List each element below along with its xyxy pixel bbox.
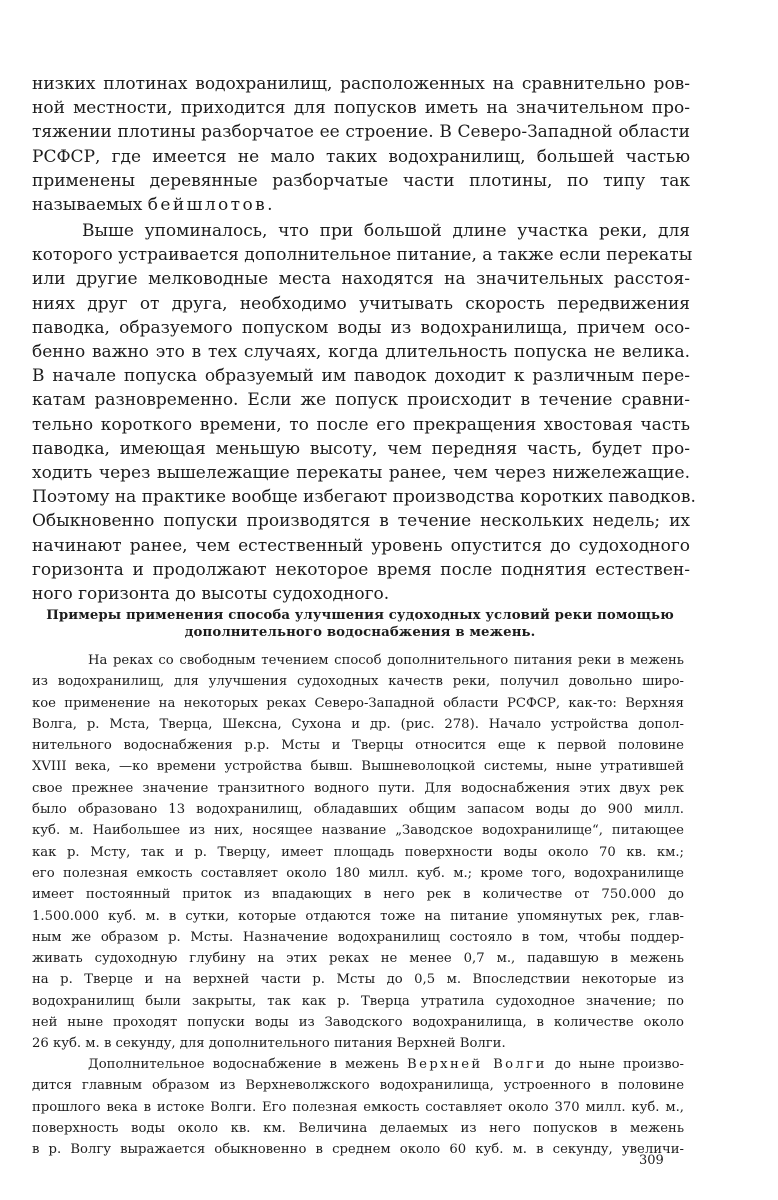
text-line: на р. Тверце и на верхней части р. Мсты до 0,5 м. Впоследствии некоторые из xyxy=(32,972,684,988)
text-line: нительного водоснабжения р.р. Мсты и Тверцы относится еще к первой половине xyxy=(32,738,684,754)
text-line: которого устраивается дополнительное питание, а также если перекаты xyxy=(32,245,693,266)
text-line: начинают ранее, чем естественный уровень опустится до судоходного xyxy=(32,535,690,556)
paragraph-2 xyxy=(32,219,696,606)
text-line: Дополнительное водоснабжение в межень Верхней Волги до ныне произво- xyxy=(88,1057,684,1072)
text-line: Выше упоминалось, что при большой длине участка реки, для xyxy=(82,221,690,241)
text-line: тельно короткого времени, то после его прекращения хвостовая часть xyxy=(32,414,690,435)
small-paragraph-2 xyxy=(32,1054,684,1160)
text-line: тяжении плотины разборчатое ее строение. В Северо-Западной области xyxy=(32,122,690,143)
text-line: Поэтому на практике вообще избегают производства коротких паводков. xyxy=(32,487,696,508)
heading-line: Примеры применения способа улучшения судоходных условий реки помощью xyxy=(46,608,674,623)
text-line: кое применение на некоторых реках Северо-Западной области РСФСР, как-то: Верхняя xyxy=(32,695,684,711)
section-heading xyxy=(30,607,690,641)
text-line: ходить через вышележащие перекаты ранее, чем через нижележащие. xyxy=(32,463,690,484)
page-number: 309 xyxy=(639,1153,664,1168)
text-line: из водохранилищ, для улучшения судоходных качеств реки, получил довольно широ- xyxy=(32,674,684,690)
small-paragraph-1 xyxy=(32,650,684,1055)
text-line: В начале попуска образуемый им паводок доходит к различным пере- xyxy=(32,366,690,387)
text-line: свое прежнее значение транзитного водного пути. Для водоснабжения этих двух рек xyxy=(32,780,684,796)
text-line: применены деревянные разборчатые части плотины, по типу так xyxy=(32,170,690,191)
text-line: 1.500.000 куб. м. в сутки, которые отдаются тоже на питание упомянутых рек, глав- xyxy=(32,908,684,924)
text-line: ниях друг от друга, необходимо учитывать скорость передвижения xyxy=(32,293,690,314)
text-line: катам разновременно. Если же попуск происходит в течение сравни- xyxy=(32,390,690,411)
text-line: XVIII века, —ко времени устройства бывш. Вышневолоцкой системы, ныне утратившей xyxy=(32,759,684,775)
text-line: прошлого века в истоке Волги. Его полезная емкость составляет около 370 милл. куб. м., xyxy=(32,1099,684,1115)
text-line: 26 куб. м. в секунду, для дополнительного питания Верхней Волги. xyxy=(32,1036,506,1052)
text-line: низких плотинах водохранилищ, расположенных на сравнительно ров- xyxy=(32,74,690,94)
text-line: или другие мелководные места находятся на значительных расстоя- xyxy=(32,269,690,290)
text-line: дится главным образом из Верхневолжского водохранилища, устроенного в половине xyxy=(32,1078,684,1094)
text-line: На реках со свободным течением способ дополнительного питания реки в межень xyxy=(88,653,684,668)
text-line: РСФСР, где имеется не мало таких водохранилищ, большей частью xyxy=(32,146,690,167)
text-line: горизонта и продолжают некоторое время после поднятия естествен- xyxy=(32,559,690,580)
spaced-term: Верхней Волги xyxy=(407,1057,547,1072)
heading-line: дополнительного водоснабжения в межень. xyxy=(184,625,536,640)
text-line: паводка, имеющая меньшую высоту, чем передняя часть, будет про- xyxy=(32,438,690,459)
text-line: было образовано 13 водохранилищ, обладавших общим запасом воды до 900 милл. xyxy=(32,802,684,818)
text-line: его полезная емкость составляет около 180 милл. куб. м.; кроме того, водохранилище xyxy=(32,865,684,881)
paragraph-1 xyxy=(32,72,690,217)
spaced-term: бейшлотов. xyxy=(147,195,275,216)
text-line: водохранилищ были закрыты, так как р. Тверца утратила судоходное значение; по xyxy=(32,993,684,1009)
text-line: Обыкновенно попуски производятся в течение нескольких недель; их xyxy=(32,511,690,532)
text-line: в р. Волгу выражается обыкновенно в среднем около 60 куб. м. в секунду, увеличи- xyxy=(32,1142,684,1158)
text-line: Волга, р. Мста, Тверца, Шексна, Сухона и др. (рис. 278). Начало устройства допол- xyxy=(32,716,684,732)
text-line: ней ныне проходят попуски воды из Заводского водохранилища, в количестве около xyxy=(32,1015,684,1031)
text-line: поверхность воды около кв. км. Величина делаемых из него попусков в межень xyxy=(32,1120,684,1136)
text-line: называемых бейшлотов. xyxy=(32,195,275,216)
text-line: ного горизонта до высоты судоходного. xyxy=(32,584,390,605)
text-line: ным же образом р. Мсты. Назначение водохранилищ состояло в том, чтобы поддер- xyxy=(32,929,684,945)
text-line: ной местности, приходится для попусков иметь на значительном про- xyxy=(32,98,690,119)
text-line: куб. м. Наибольшее из них, носящее название „Заводское водохранилище“, питающее xyxy=(32,823,684,839)
text-line: бенно важно это в тех случаях, когда длительность попуска не велика. xyxy=(32,342,690,363)
text-line: живать судоходную глубину на этих реках не менее 0,7 м., падавшую в межень xyxy=(32,951,684,967)
text-line: как р. Мсту, так и р. Тверцу, имеет площадь поверхности воды около 70 кв. км.; xyxy=(32,844,684,860)
text-line: паводка, образуемого попуском воды из водохранилища, причем осо- xyxy=(32,317,690,338)
text-line: имеет постоянный приток из впадающих в него рек в количестве от 750.000 до xyxy=(32,887,684,903)
